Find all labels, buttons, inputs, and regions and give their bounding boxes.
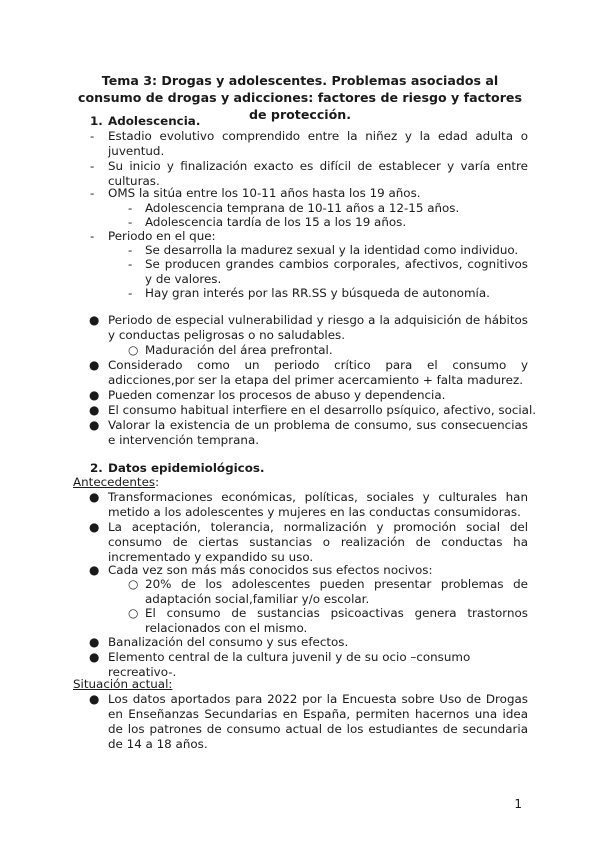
bullet-marker: ● [89, 313, 100, 327]
list-item: Se desarrolla la madurez sexual y la identidad como individuo. [145, 243, 519, 257]
list-item: Cada vez son más más conocidos sus efectos nocivos: [108, 563, 433, 577]
bullet-marker: ● [89, 563, 100, 577]
bullet-marker: ● [89, 520, 100, 534]
dash-marker: - [90, 229, 95, 243]
dash-marker: - [128, 215, 133, 229]
bullet-marker: ● [89, 403, 100, 417]
subheading-antecedentes: Antecedentes: [73, 475, 160, 489]
list-item: Maduración del área prefrontal. [145, 343, 333, 357]
list-item: Los datos aportados para 2022 por la Encuesta sobre Uso de Drogas en Enseñanzas Secundarias en España, permiten hacernos una idea de los patrones de consumo actual de los estudiantes de secundaria de 14 a 18 años. [108, 692, 528, 751]
section-number: 1. [90, 114, 103, 128]
bullet-marker: ● [89, 418, 100, 432]
dash-marker: - [128, 201, 133, 215]
circle-marker: ○ [128, 577, 139, 591]
bullet-marker: ● [89, 650, 100, 664]
bullet-marker: ● [89, 388, 100, 402]
list-item: Estadio evolutivo comprendido entre la niñez y la edad adulta o juventud. [108, 129, 528, 158]
list-item: El consumo habitual interfiere en el desarrollo psíquico, afectivo, social. [108, 403, 537, 417]
dash-marker: - [128, 286, 133, 300]
dash-marker: - [128, 243, 133, 257]
list-item: Adolescencia tardía de los 15 a los 19 años. [145, 215, 407, 229]
list-item: Periodo de especial vulnerabilidad y riesgo a la adquisición de hábitos y conductas peligrosas o no saludables. [108, 313, 528, 342]
list-item: Considerado como un periodo crítico para el consumo y adicciones,por ser la etapa del primer acercamiento + falta madurez. [108, 358, 528, 387]
page-number: 1 [514, 797, 522, 811]
list-item: El consumo de sustancias psicoactivas genera trastornos relacionados con el mismo. [145, 606, 528, 635]
list-item: Valorar la existencia de un problema de consumo, sus consecuencias e intervención temprana. [108, 418, 528, 447]
list-item: 20% de los adolescentes pueden presentar problemas de adaptación social,familiar y/o escolar. [145, 577, 528, 606]
bullet-marker: ● [89, 358, 100, 372]
list-item: Banalización del consumo y sus efectos. [108, 635, 349, 649]
dash-marker: - [90, 129, 95, 143]
list-item: Se producen grandes cambios corporales, afectivos, cognitivos y de valores. [145, 257, 528, 286]
list-item: Pueden comenzar los procesos de abuso y dependencia. [108, 388, 446, 402]
bullet-marker: ● [89, 692, 100, 706]
list-item: Su inicio y finalización exacto es difícil de establecer y varía entre culturas. [108, 159, 528, 188]
list-item: Periodo en el que: [108, 229, 216, 243]
section-number: 2. [90, 461, 103, 475]
dash-marker: - [90, 186, 95, 200]
list-item: Adolescencia temprana de 10-11 años a 12-15 años. [145, 201, 460, 215]
circle-marker: ○ [128, 606, 139, 620]
list-item: OMS la sitúa entre los 10-11 años hasta los 19 años. [108, 186, 421, 200]
dash-marker: - [128, 257, 133, 271]
section-heading: Adolescencia. [108, 114, 201, 128]
list-item: La aceptación, tolerancia, normalización y promoción social del consumo de ciertas sustancias o realización de conductas ha incrementado y expandido su uso. [108, 520, 528, 564]
list-item: Transformaciones económicas, políticas, sociales y culturales han metido a los adolescentes y mujeres en las conductas consumidoras. [108, 490, 528, 519]
document-title: Tema 3: Drogas y adolescentes. Problemas asociados al consumo de drogas y adicciones: factores de riesgo y factores de protección. [78, 73, 522, 122]
bullet-marker: ● [89, 490, 100, 504]
subheading-situacion: Situación actual: [73, 677, 173, 691]
list-item: Elemento central de la cultura juvenil y de su ocio –consumo recreativo-. [108, 650, 471, 679]
section-heading: Datos epidemiológicos. [108, 461, 265, 475]
bullet-marker: ● [89, 635, 100, 649]
dash-marker: - [90, 159, 95, 173]
list-item: Hay gran interés por las RR.SS y búsqueda de autonomía. [145, 286, 490, 300]
circle-marker: ○ [128, 343, 139, 357]
